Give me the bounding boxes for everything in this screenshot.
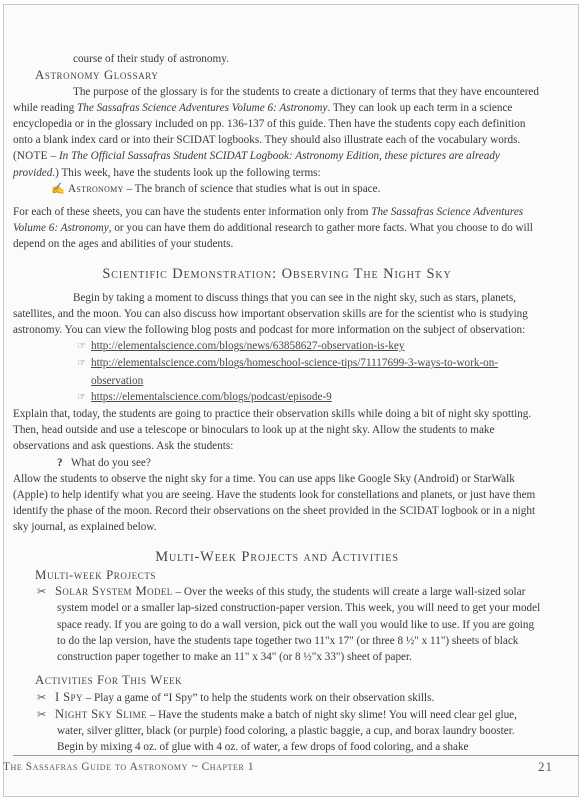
scissors-icon: ✂ [37,586,47,599]
activities-heading: Activities For This Week [35,673,183,688]
observation-is-key-link[interactable]: http://elementalscience.com/blogs/news/63858627-observation-is-key [91,340,405,353]
glossary-text-1: The purpose of the glossary is for the students to create a dictionary of terms that they have encountered while reading [13,85,539,114]
night-sky-slime-text: – Have the students make a batch of night sky slime! You will need clear gel glue, water, silver glitter, black (or purple) food coloring, a plastic baggie, a cup, and borax laundry booster. Begin by mixing 4 oz. of glue with 4 oz. of water, a few drops of food coloring, and a shake [57,708,517,754]
glossary-paragraph [13,84,541,181]
pointing-hand-icon: ☞ [77,358,86,370]
i-spy-activity [13,689,541,706]
demonstration-allow: Allow the students to observe the night sky for a time. You can use apps like Google Sky (Android) or StarWalk (Apple) to help identify what you are seeing. Have the students look for constellations and planets, or just have them identify the phase of the moon. Record their observations on the sheet provided in the SCIDAT logbook or in a night sky journal, as explained below. [13,472,536,534]
question-item [57,455,541,471]
link-item [13,338,541,355]
glossary-term [51,181,541,197]
sheets-text-1: For each of these sheets, you can have the students enter information only from [13,206,372,219]
i-spy-name: I Spy [55,689,83,704]
night-sky-slime-name: Night Sky Slime [55,706,147,721]
note-label: NOTE [16,150,48,163]
solar-system-text: – Over the weeks of this study, the students will create a large wall-sized solar system model or a smaller lap-sized construction-paper version. This week, you will need to get your model space ready. If you are going to do a wall version, pick out the wall you would like to use. If you are going to do the lap version, have the students tape together two 11"x 17" (or three 8 ½" x 11") sheets of black construction paper together to make an 11" x 34" (or 8 ½"x 33") sheet of paper. [57,586,541,663]
i-spy-text: – Play a game of “I Spy” to help the students work on their observation skills. [82,691,435,704]
multi-week-title: Multi-Week Projects and Activities [155,548,399,565]
opening-line: course of their study of astronomy. [73,53,229,65]
glossary-text-3: ) This week, have the students look up the following terms: [55,166,321,179]
content [13,51,541,755]
sheets-text-2: , or you can have them do additional research to gather more facts. What you choose to do will depend on the ages and abilities of your students. [13,222,533,251]
question-text: What do you see? [71,456,151,469]
page-number: 21 [538,759,553,774]
demonstration-explain: Explain that, today, the students are going to practice their observation skills while doing a bit of night sky spotting. Then, head outside and use a telescope or binoculars to look up at the night sky. Allow the students to make observations and ask questions. Ask the students: [13,408,532,453]
glossary-heading: Astronomy Glossary [35,68,159,83]
work-on-observation-link[interactable]: http://elementalscience.com/blogs/homeschool-science-tips/71117699-3-ways-to-work-on-observation [91,357,499,387]
note-text: – In The Official Sassafras Student SCIDAT Logbook: Astronomy Edition, these pictures are already provided. [13,150,500,179]
scissors-icon: ✂ [37,708,47,721]
demonstration-intro: Begin by taking a moment to discuss things that you can see in the night sky, such as stars, planets, satellites, and the moon. You can also discuss how important observation skills are for the scientist who is studying astronomy. You can view the following blog posts and podcast for more information on the subject of observation: [13,291,528,337]
term-definition: – The branch of science that studies what is out in space. [123,182,381,195]
pointing-hand-icon: ☞ [77,391,86,403]
glossary-text-2: . They can look up each term in a science encyclopedia or in the glossary included on pp. 136-137 of this guide. Then have the students copy each definition onto a blank index card or into their SCIDAT logbooks. They should also illustrate each of the vocabulary words. ( [13,101,526,163]
term-name: Astronomy [68,182,124,195]
link-item [13,389,541,406]
page [3,4,579,797]
solar-system-project [13,583,541,665]
demonstration-title: Scientific Demonstration: Observing The Night Sky [102,265,452,282]
link-item [13,355,541,388]
pencil-icon: ✍ [51,182,65,195]
footer-title: The Sassafras Guide to Astronomy ~ Chapter 1 [3,761,255,773]
podcast-episode-link[interactable]: https://elementalscience.com/blogs/podcast/episode-9 [91,390,332,403]
sheets-book-title: The Sassafras Science Adventures Volume 6: Astronomy [13,206,524,235]
solar-system-name: Solar System Model [55,584,173,599]
sheets-paragraph [13,204,541,253]
pointing-hand-icon: ☞ [77,341,86,353]
scissors-icon: ✂ [37,691,47,704]
question-mark-icon: ? [57,456,63,469]
projects-heading: Multi-week Projects [35,567,157,582]
footer-rule [13,755,579,756]
night-sky-slime-activity [13,706,541,756]
glossary-book-title: The Sassafras Science Adventures Volume 6: Astronomy [77,101,328,114]
